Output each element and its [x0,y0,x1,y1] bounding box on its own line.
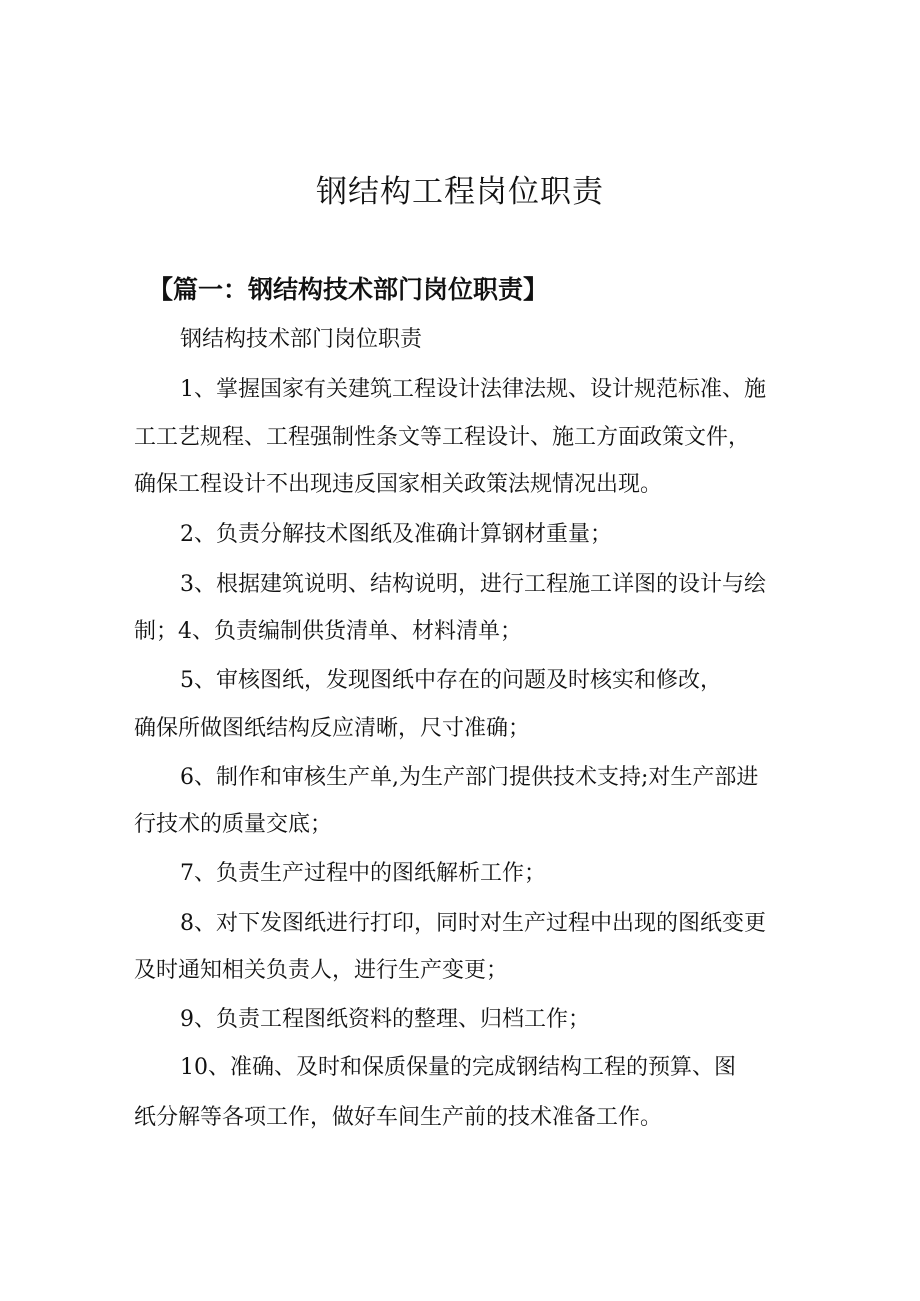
section-subtitle: 钢结构技术部门岗位职责 [180,327,423,352]
paragraph-line: 8、对下发图纸进行打印，同时对生产过程中出现的图纸变更 [180,911,766,936]
paragraph-line: 6、制作和审核生产单,为生产部门提供技术支持;对生产部进 [180,765,759,790]
paragraph-line: 10、准确、及时和保质保量的完成钢结构工程的预算、图 [180,1055,736,1080]
paragraph-line: 制；4、负责编制供货清单、材料清单； [134,619,522,644]
paragraph-line: 行技术的质量交底； [134,812,333,837]
paragraph-line: 纸分解等各项工作，做好车间生产前的技术准备工作。 [134,1105,663,1130]
paragraph-line: 3、根据建筑说明、结构说明，进行工程施工详图的设计与绘 [180,572,766,597]
paragraph-line: 工工艺规程、工程强制性条文等工程设计、施工方面政策文件， [134,425,751,450]
paragraph-line: 2、负责分解技术图纸及准确计算钢材重量； [180,522,612,547]
paragraph-line: 确保工程设计不出现违反国家相关政策法规情况出现。 [134,472,663,497]
section-heading: 【篇一：钢结构技术部门岗位职责】 [148,275,549,304]
paragraph-line: 1、掌握国家有关建筑工程设计法律法规、设计规范标准、施 [180,377,766,402]
document-title: 钢结构工程岗位职责 [316,174,604,210]
paragraph-line: 5、审核图纸，发现图纸中存在的问题及时核实和修改， [180,668,722,693]
paragraph-line: 及时通知相关负责人，进行生产变更； [134,958,509,983]
paragraph-line: 9、负责工程图纸资料的整理、归档工作； [180,1007,590,1032]
paragraph-line: 7、负责生产过程中的图纸解析工作； [180,861,546,886]
paragraph-line: 确保所做图纸结构反应清晰，尺寸准确； [134,716,531,741]
